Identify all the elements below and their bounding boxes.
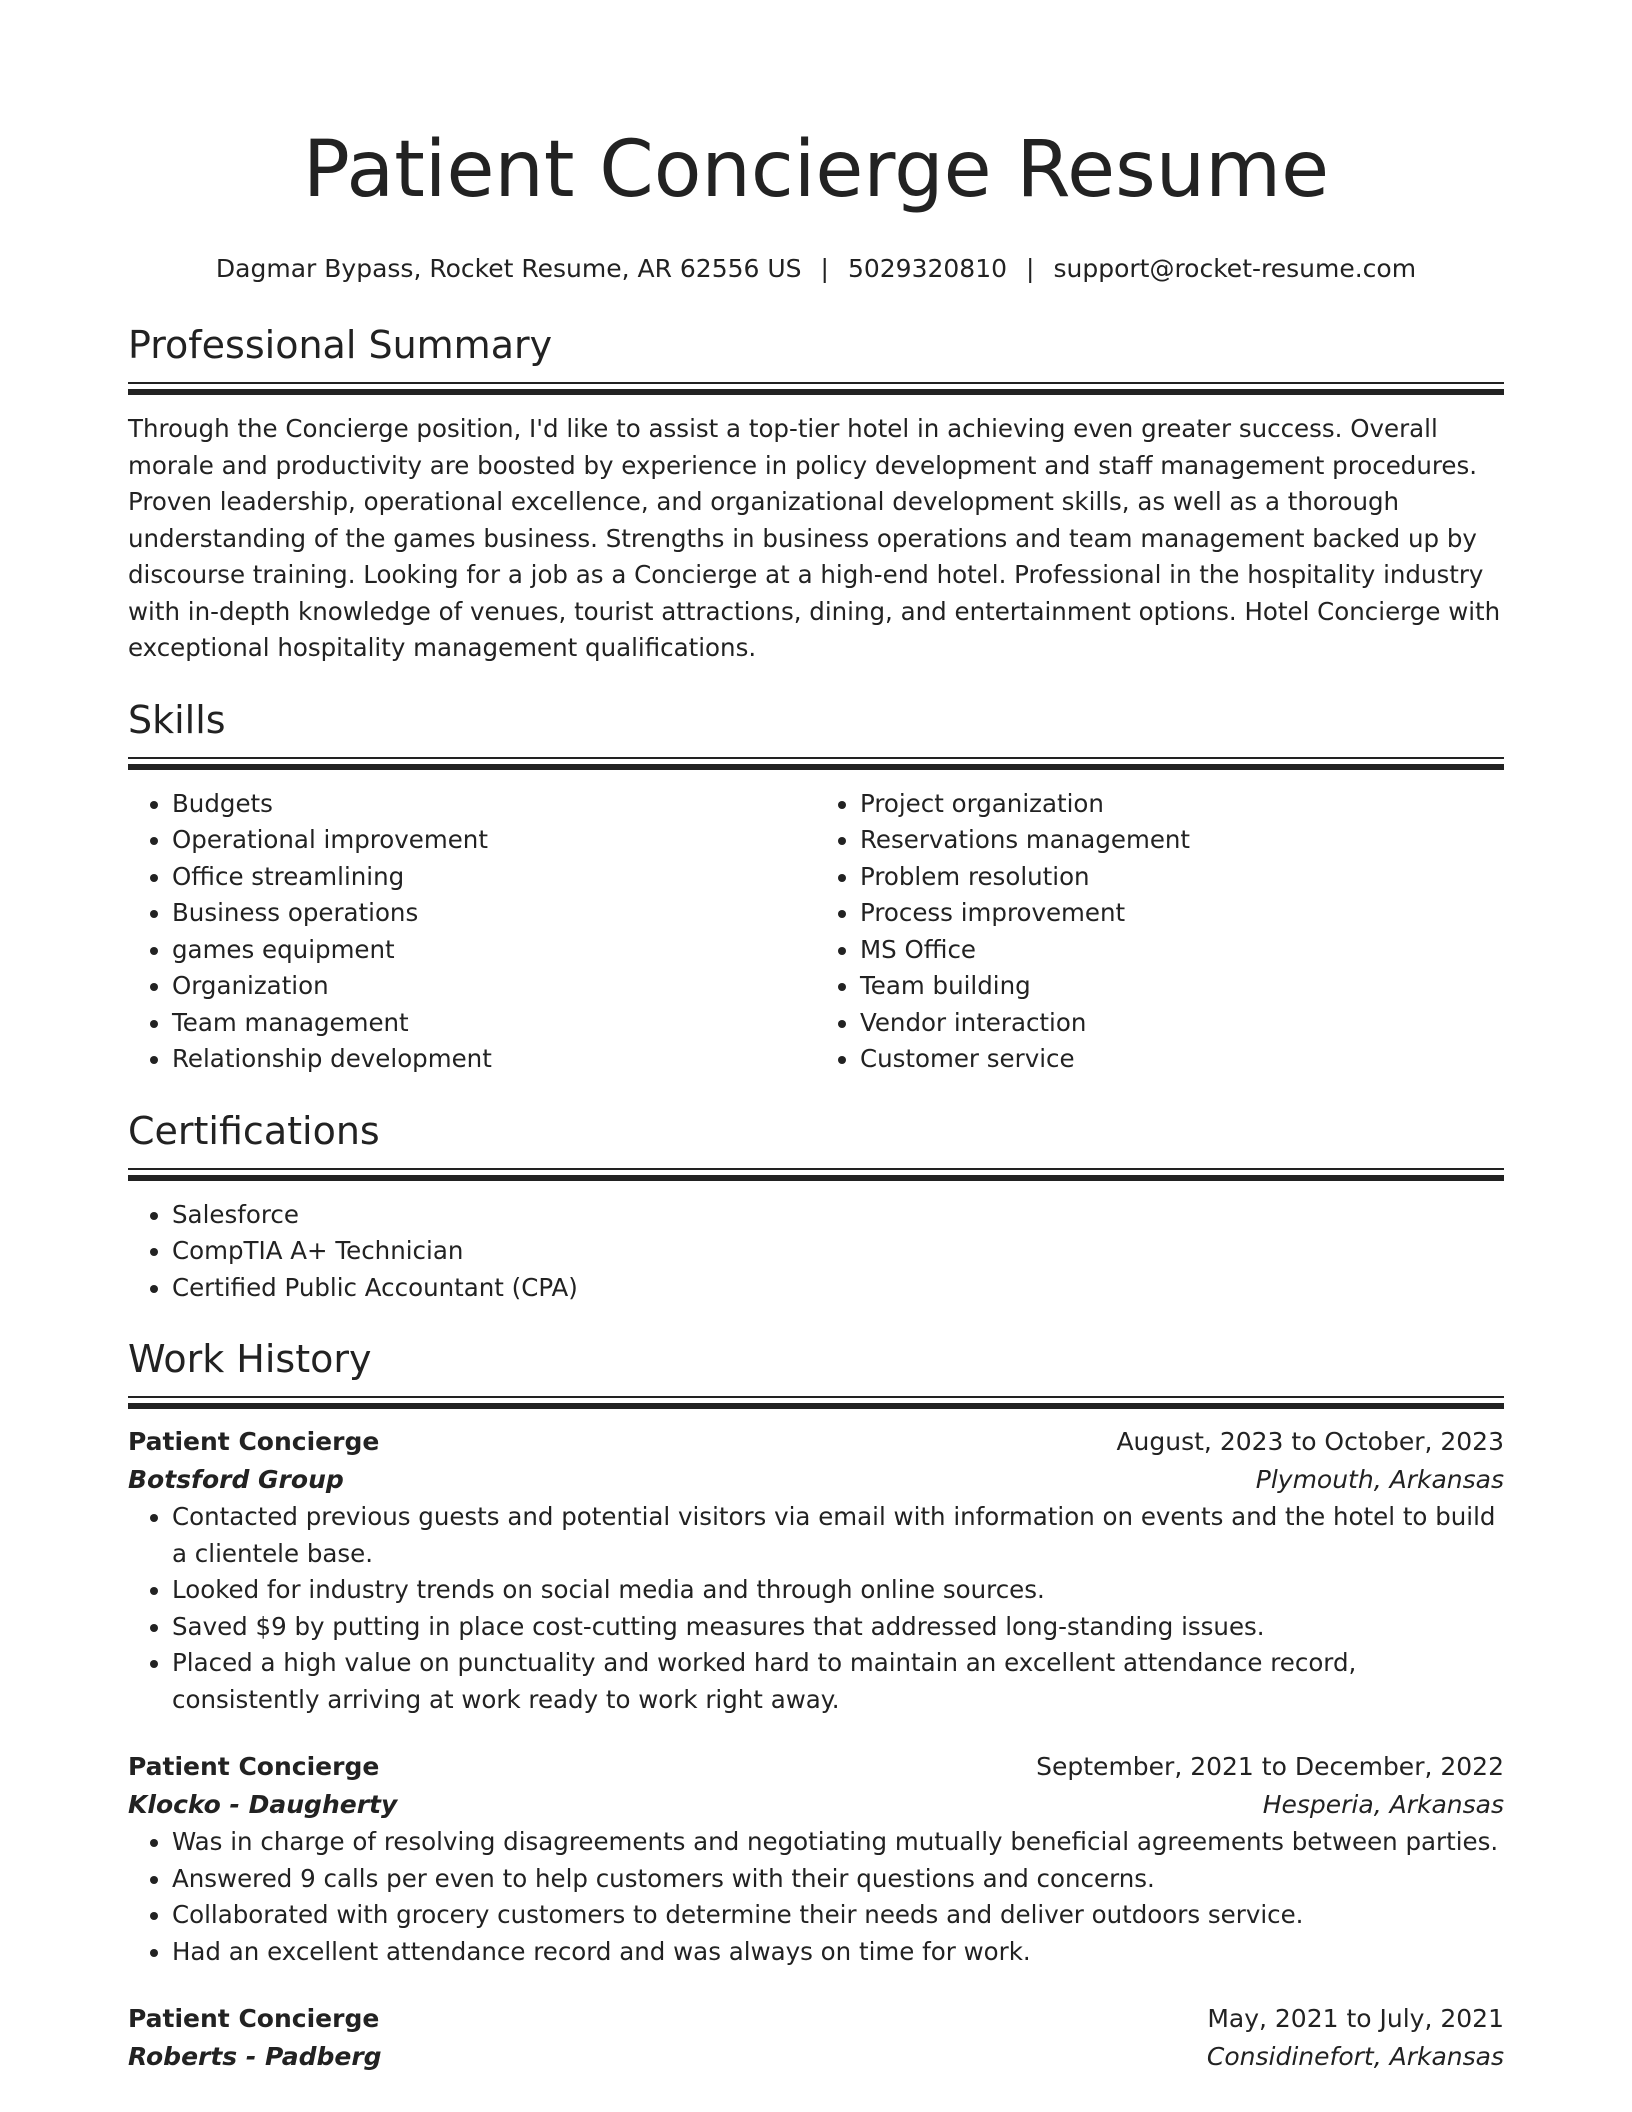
skill-item: • Business operations xyxy=(172,895,816,932)
skills-heading: Skills xyxy=(128,697,226,742)
certification-item: • Salesforce xyxy=(172,1197,1504,1234)
skill-item: • Process improvement xyxy=(860,895,1504,932)
job-location: Hesperia, Arkansas xyxy=(1262,1790,1504,1819)
job-dates: August, 2023 to October, 2023 xyxy=(1116,1427,1504,1456)
job-bullet: • Contacted previous guests and potential visitors via email with information on events and the hotel to build a clientele base. xyxy=(172,1499,1504,1572)
job-company: Roberts - Padberg xyxy=(128,2042,382,2071)
job-bullet: • Saved $9 by putting in place cost-cutting measures that addressed long-standing issues. xyxy=(172,1609,1504,1646)
skill-item: • Vendor interaction xyxy=(860,1005,1504,1042)
job-location: Plymouth, Arkansas xyxy=(1255,1465,1504,1494)
section-divider xyxy=(128,757,1504,770)
summary-text: Through the Concierge position, I'd like to assist a top-tier hotel in achieving even greater success. Overall morale and productivity are boosted by experience in policy development and staff management procedures. Proven leadership, operational excellence, and organizational development skills, as well as a thorough understanding of the games business. Strengths in business operations and team management backed up by discourse training. Looking for a job as a Concierge at a high-end hotel. Professional in the hospitality industry with in-depth knowledge of venues, tourist attractions, dining, and entertainment options. Hotel Concierge with exceptional hospitality management qualifications. xyxy=(128,414,1501,662)
summary-heading: Professional Summary xyxy=(128,323,553,367)
job-bullet: • Placed a high value on punctuality and worked hard to maintain an excellent attendance record, consistently arriving at work ready to work right away. xyxy=(172,1645,1504,1718)
job-bullet: • Collaborated with grocery customers to determine their needs and deliver outdoors service. xyxy=(172,1897,1504,1934)
skill-item: • Reservations management xyxy=(860,822,1504,859)
contact-email: support@rocket-resume.com xyxy=(1053,254,1417,283)
skills-column-right xyxy=(816,786,1504,1078)
skill-item: • Office streamlining xyxy=(172,859,816,896)
job-location: Considinefort, Arkansas xyxy=(1206,2042,1504,2071)
skill-item: • MS Office xyxy=(860,932,1504,969)
contact-phone: 5029320810 xyxy=(847,254,1008,283)
skill-item: • Project organization xyxy=(860,786,1504,823)
certifications-section xyxy=(128,1106,1504,1307)
skill-item: • Customer service xyxy=(860,1041,1504,1078)
skills-columns xyxy=(128,786,1504,1078)
job-bullet: • Answered 9 calls per even to help customers with their questions and concerns. xyxy=(172,1861,1504,1898)
contact-separator: | xyxy=(1026,254,1035,283)
skill-item: • Team building xyxy=(860,968,1504,1005)
contact-line xyxy=(128,252,1504,286)
job-bullet: • Looked for industry trends on social media and through online sources. xyxy=(172,1572,1504,1609)
job-dates: September, 2021 to December, 2022 xyxy=(1036,1752,1504,1781)
section-divider xyxy=(128,1168,1504,1181)
skill-item: • Problem resolution xyxy=(860,859,1504,896)
skill-item: • Relationship development xyxy=(172,1041,816,1078)
job-bullet: • Had an excellent attendance record and was always on time for work. xyxy=(172,1934,1504,1971)
skill-item: • Organization xyxy=(172,968,816,1005)
job-title: Patient Concierge xyxy=(128,2004,380,2033)
certification-item: • Certified Public Accountant (CPA) xyxy=(172,1270,1504,1307)
job-company: Klocko - Daugherty xyxy=(128,1790,398,1819)
certifications-heading: Certifications xyxy=(128,1108,380,1153)
resume-title: Patient Concierge Resume xyxy=(302,125,1330,215)
job-bullet: • Was in charge of resolving disagreements and negotiating mutually beneficial agreements between parties. xyxy=(172,1824,1504,1861)
section-divider xyxy=(128,382,1504,395)
job-dates: May, 2021 to July, 2021 xyxy=(1207,2004,1504,2033)
skill-item: • Team management xyxy=(172,1005,816,1042)
summary-section xyxy=(128,320,1504,667)
skill-item: • Operational improvement xyxy=(172,822,816,859)
skills-section xyxy=(128,695,1504,1078)
skill-item: • Budgets xyxy=(172,786,816,823)
contact-address: Dagmar Bypass, Rocket Resume, AR 62556 US xyxy=(215,254,802,283)
job-title: Patient Concierge xyxy=(128,1752,380,1781)
contact-separator: | xyxy=(820,254,829,283)
job-company: Botsford Group xyxy=(128,1465,344,1494)
certification-item: • CompTIA A+ Technician xyxy=(172,1233,1504,1270)
job-entry xyxy=(128,1423,1504,1718)
job-title: Patient Concierge xyxy=(128,1427,380,1456)
job-entry xyxy=(128,1748,1504,1970)
skills-column-left xyxy=(128,786,816,1078)
work-history-section xyxy=(128,1334,1504,2076)
work-history-heading: Work History xyxy=(128,1337,372,1381)
skill-item: • games equipment xyxy=(172,932,816,969)
job-entry xyxy=(128,2000,1504,2076)
section-divider xyxy=(128,1396,1504,1409)
